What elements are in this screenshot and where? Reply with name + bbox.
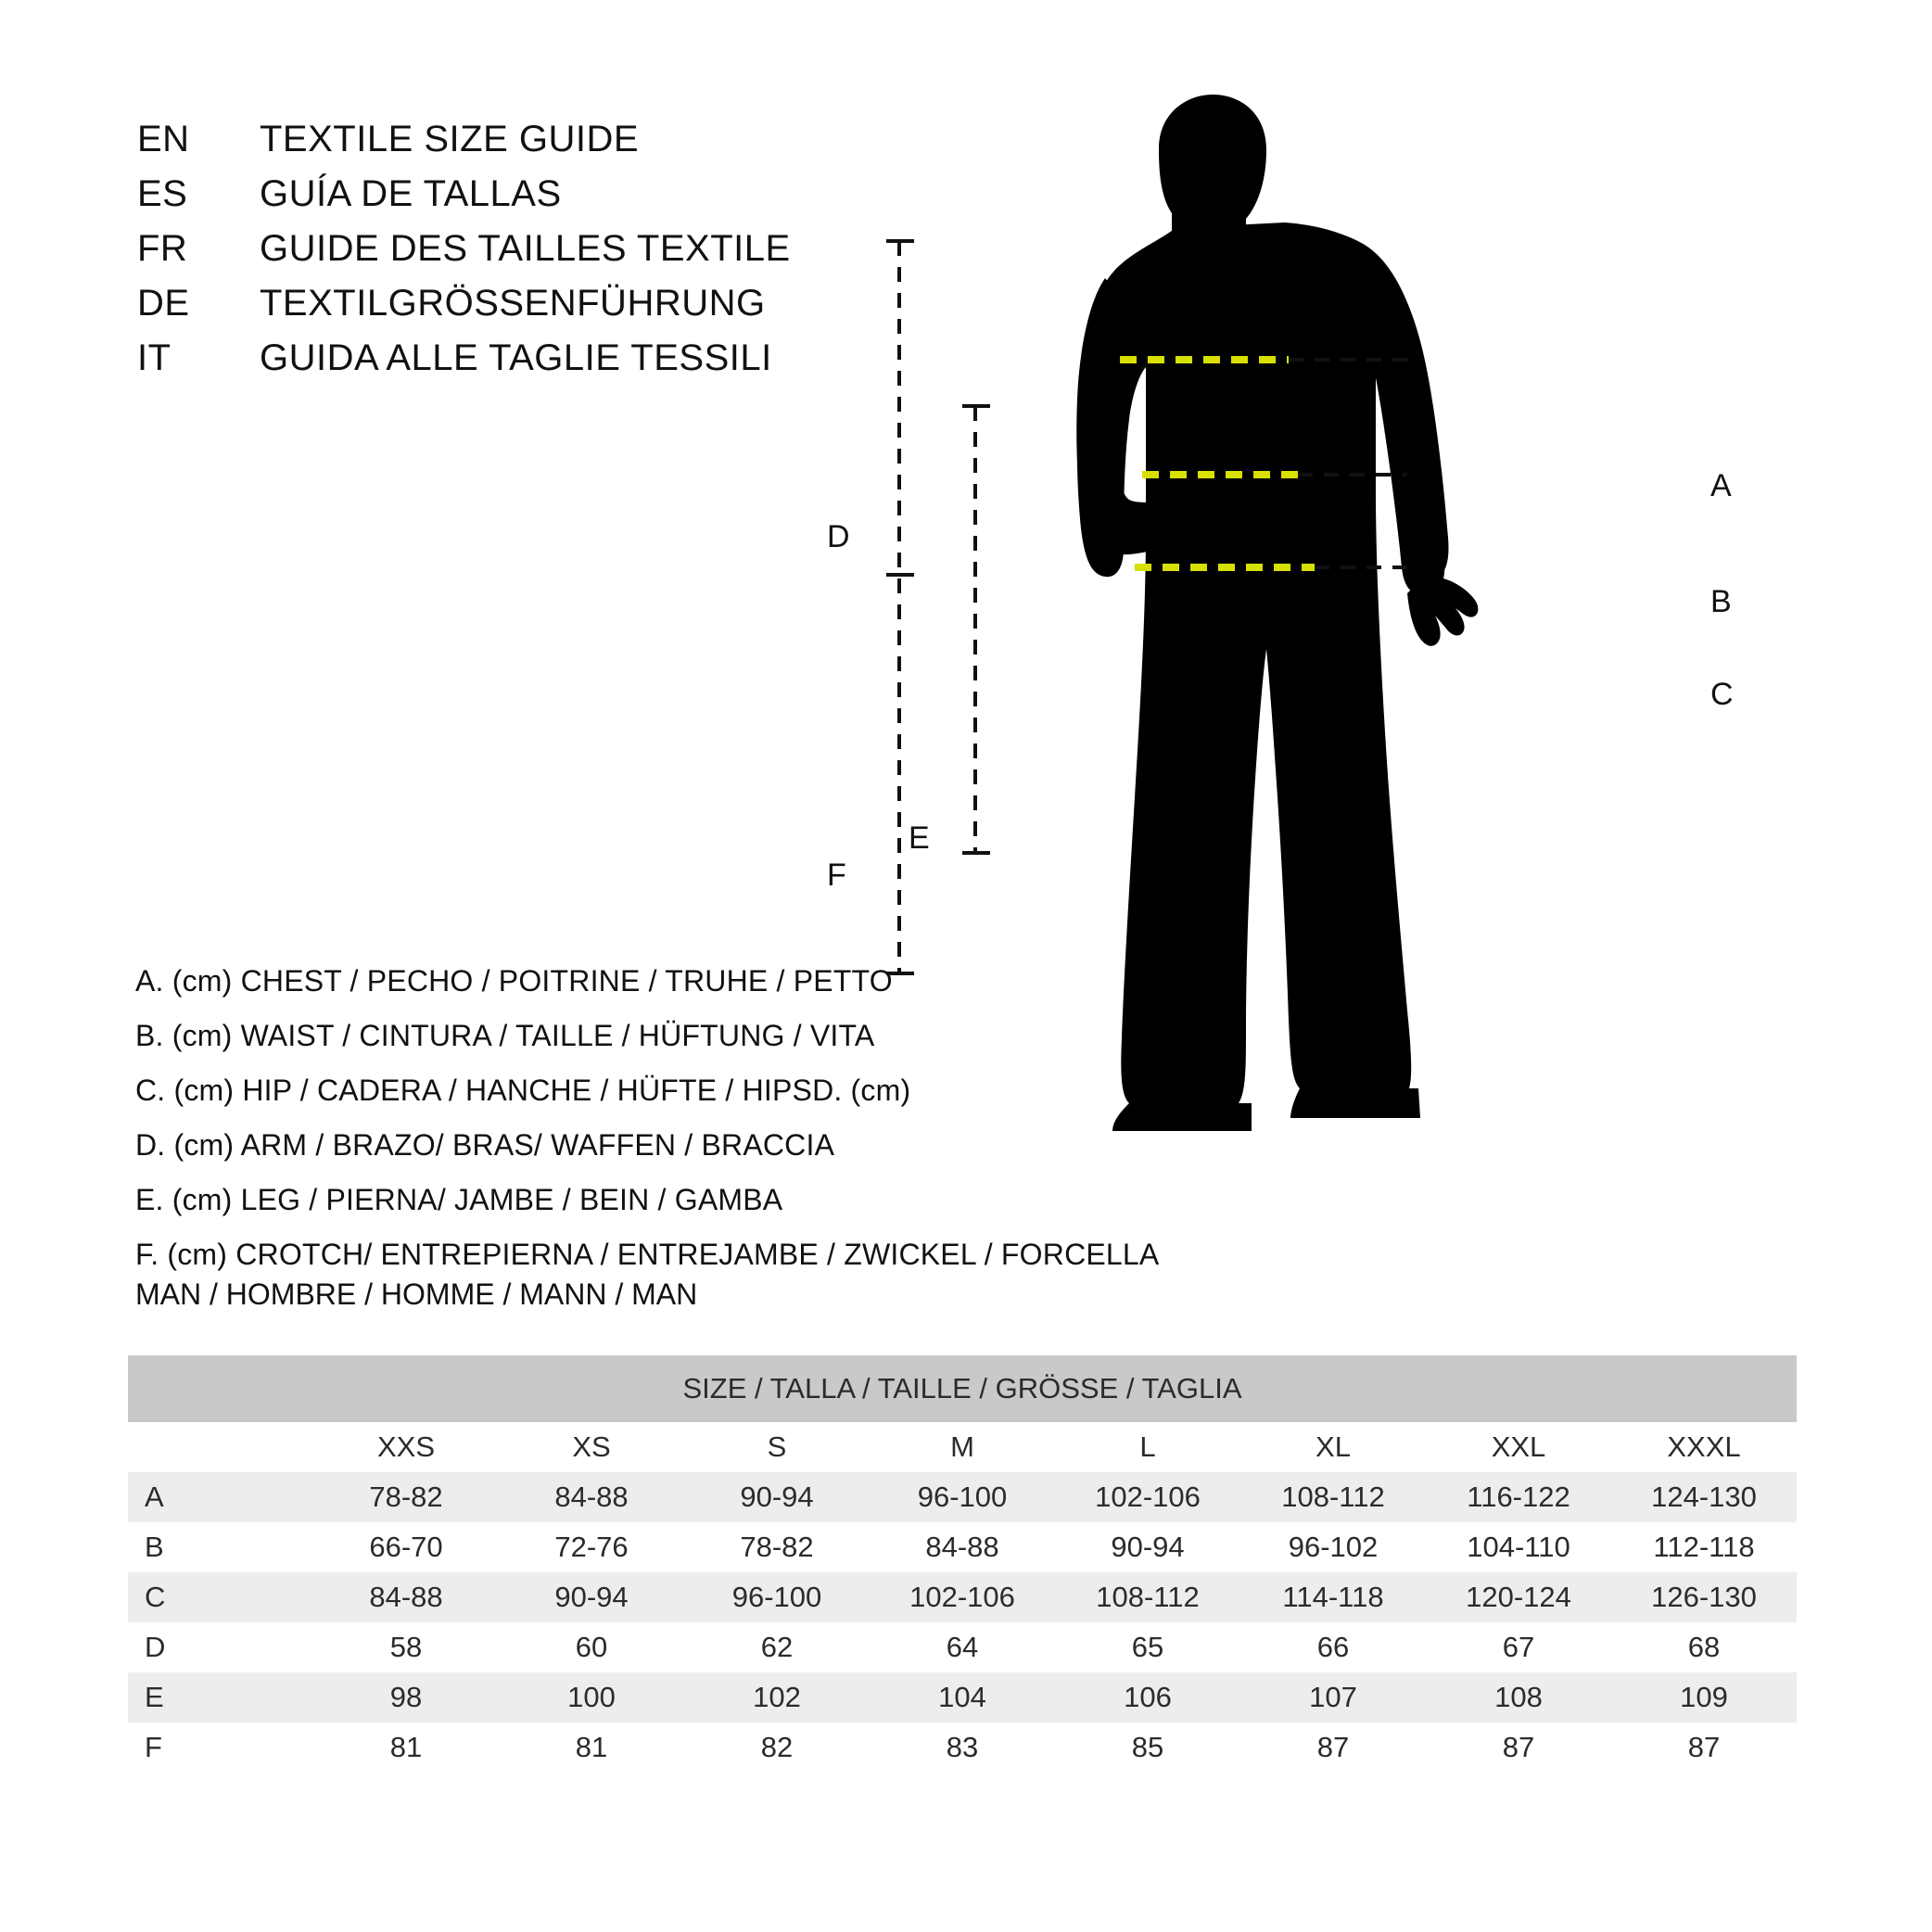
cell-c-xxxl: 126-130 [1611,1572,1797,1622]
label-a: A [1710,468,1732,503]
title-row-es [137,173,972,215]
table-row [128,1472,1797,1522]
cell-b-xxs: 66-70 [313,1522,499,1572]
cell-b-s: 78-82 [684,1522,870,1572]
column-header-xxl: XXL [1426,1422,1611,1472]
cell-d-xxs: 58 [313,1622,499,1672]
cell-b-xxxl: 112-118 [1611,1522,1797,1572]
cell-b-l: 90-94 [1055,1522,1240,1572]
title-row-en [137,119,972,160]
label-e: E [909,820,930,856]
cell-a-xl: 108-112 [1240,1472,1426,1522]
row-key-d: D [128,1622,313,1672]
cell-c-xs: 90-94 [499,1572,684,1622]
cell-f-s: 82 [684,1722,870,1773]
table-band-label: SIZE / TALLA / TAILLE / GRÖSSE / TAGLIA [128,1355,1797,1422]
cell-f-l: 85 [1055,1722,1240,1773]
legend-item-b: B. (cm) WAIST / CINTURA / TAILLE / HÜFTUNG / VITA [135,1019,875,1052]
cell-e-s: 102 [684,1672,870,1722]
title-text-de: TEXTILGRÖSSENFÜHRUNG [260,283,766,324]
table-row [128,1672,1797,1722]
column-header-xxs: XXS [313,1422,499,1472]
title-text-es: GUÍA DE TALLAS [260,173,562,214]
cell-c-xxs: 84-88 [313,1572,499,1622]
cell-e-xxxl: 109 [1611,1672,1797,1722]
column-header-xxxl: XXXL [1611,1422,1797,1472]
cell-e-xxs: 98 [313,1672,499,1722]
title-block [137,119,972,392]
cell-e-xl: 107 [1240,1672,1426,1722]
column-header-xs: XS [499,1422,684,1472]
cell-a-xxs: 78-82 [313,1472,499,1522]
label-c: C [1710,677,1734,712]
row-key-a: A [128,1472,313,1522]
cell-d-xxxl: 68 [1611,1622,1797,1672]
cell-a-s: 90-94 [684,1472,870,1522]
legend-item-e: E. (cm) LEG / PIERNA/ JAMBE / BEIN / GAMBA [135,1183,783,1216]
gender-label: MAN / HOMBRE / HOMME / MANN / MAN [135,1277,698,1311]
cell-d-l: 65 [1055,1622,1240,1672]
column-header-s: S [684,1422,870,1472]
table-row [128,1522,1797,1572]
size-table [128,1355,1797,1773]
table-row [128,1722,1797,1773]
title-text-it: GUIDA ALLE TAGLIE TESSILI [260,337,772,378]
legend-item-a: A. (cm) CHEST / PECHO / POITRINE / TRUHE / PETTO [135,964,893,998]
cell-a-xxl: 116-122 [1426,1472,1611,1522]
cell-b-xs: 72-76 [499,1522,684,1572]
column-header-xl: XL [1240,1422,1426,1472]
label-b: B [1710,584,1732,619]
cell-f-xl: 87 [1240,1722,1426,1773]
table-band-row [128,1355,1797,1422]
cell-b-xxl: 104-110 [1426,1522,1611,1572]
cell-f-xxxl: 87 [1611,1722,1797,1773]
cell-d-s: 62 [684,1622,870,1672]
cell-d-xs: 60 [499,1622,684,1672]
row-key-e: E [128,1672,313,1722]
cell-b-xl: 96-102 [1240,1522,1426,1572]
row-key-c: C [128,1572,313,1622]
cell-f-xs: 81 [499,1722,684,1773]
table-row [128,1572,1797,1622]
cell-a-l: 102-106 [1055,1472,1240,1522]
cell-c-xl: 114-118 [1240,1572,1426,1622]
title-lang-en: EN [137,119,190,159]
title-row-de [137,283,972,324]
legend-item-c: C. (cm) HIP / CADERA / HANCHE / HÜFTE / HIPSD. (cm) [135,1074,911,1107]
cell-a-xxxl: 124-130 [1611,1472,1797,1522]
table-row [128,1622,1797,1672]
cell-a-xs: 84-88 [499,1472,684,1522]
cell-a-m: 96-100 [870,1472,1055,1522]
title-lang-es: ES [137,173,188,214]
cell-e-xs: 100 [499,1672,684,1722]
label-d: D [827,519,850,554]
cell-c-s: 96-100 [684,1572,870,1622]
cell-f-xxl: 87 [1426,1722,1611,1773]
row-key-f: F [128,1722,313,1773]
row-key-b: B [128,1522,313,1572]
cell-c-l: 108-112 [1055,1572,1240,1622]
title-text-fr: GUIDE DES TAILLES TEXTILE [260,228,791,269]
cell-e-m: 104 [870,1672,1055,1722]
cell-e-l: 106 [1055,1672,1240,1722]
table-header-row [128,1422,1797,1472]
cell-d-m: 64 [870,1622,1055,1672]
size-table-wrapper [128,1355,1797,1773]
title-lang-de: DE [137,283,190,324]
cell-d-xl: 66 [1240,1622,1426,1672]
cell-b-m: 84-88 [870,1522,1055,1572]
title-row-it [137,337,972,379]
title-row-fr [137,228,972,270]
table-corner-cell [128,1422,313,1472]
cell-e-xxl: 108 [1426,1672,1611,1722]
legend-item-f: F. (cm) CROTCH/ ENTREPIERNA / ENTREJAMBE / ZWICKEL / FORCELLA [135,1238,1160,1271]
title-lang-fr: FR [137,228,188,269]
dimension-lines-svg [862,204,1159,1131]
cell-f-m: 83 [870,1722,1055,1773]
cell-d-xxl: 67 [1426,1622,1611,1672]
cell-f-xxs: 81 [313,1722,499,1773]
column-header-l: L [1055,1422,1240,1472]
title-text-en: TEXTILE SIZE GUIDE [260,119,640,159]
column-header-m: M [870,1422,1055,1472]
label-f: F [827,858,846,893]
cell-c-m: 102-106 [870,1572,1055,1622]
title-lang-it: IT [137,337,172,378]
cell-c-xxl: 120-124 [1426,1572,1611,1622]
legend-item-d: D. (cm) ARM / BRAZO/ BRAS/ WAFFEN / BRACCIA [135,1128,835,1162]
